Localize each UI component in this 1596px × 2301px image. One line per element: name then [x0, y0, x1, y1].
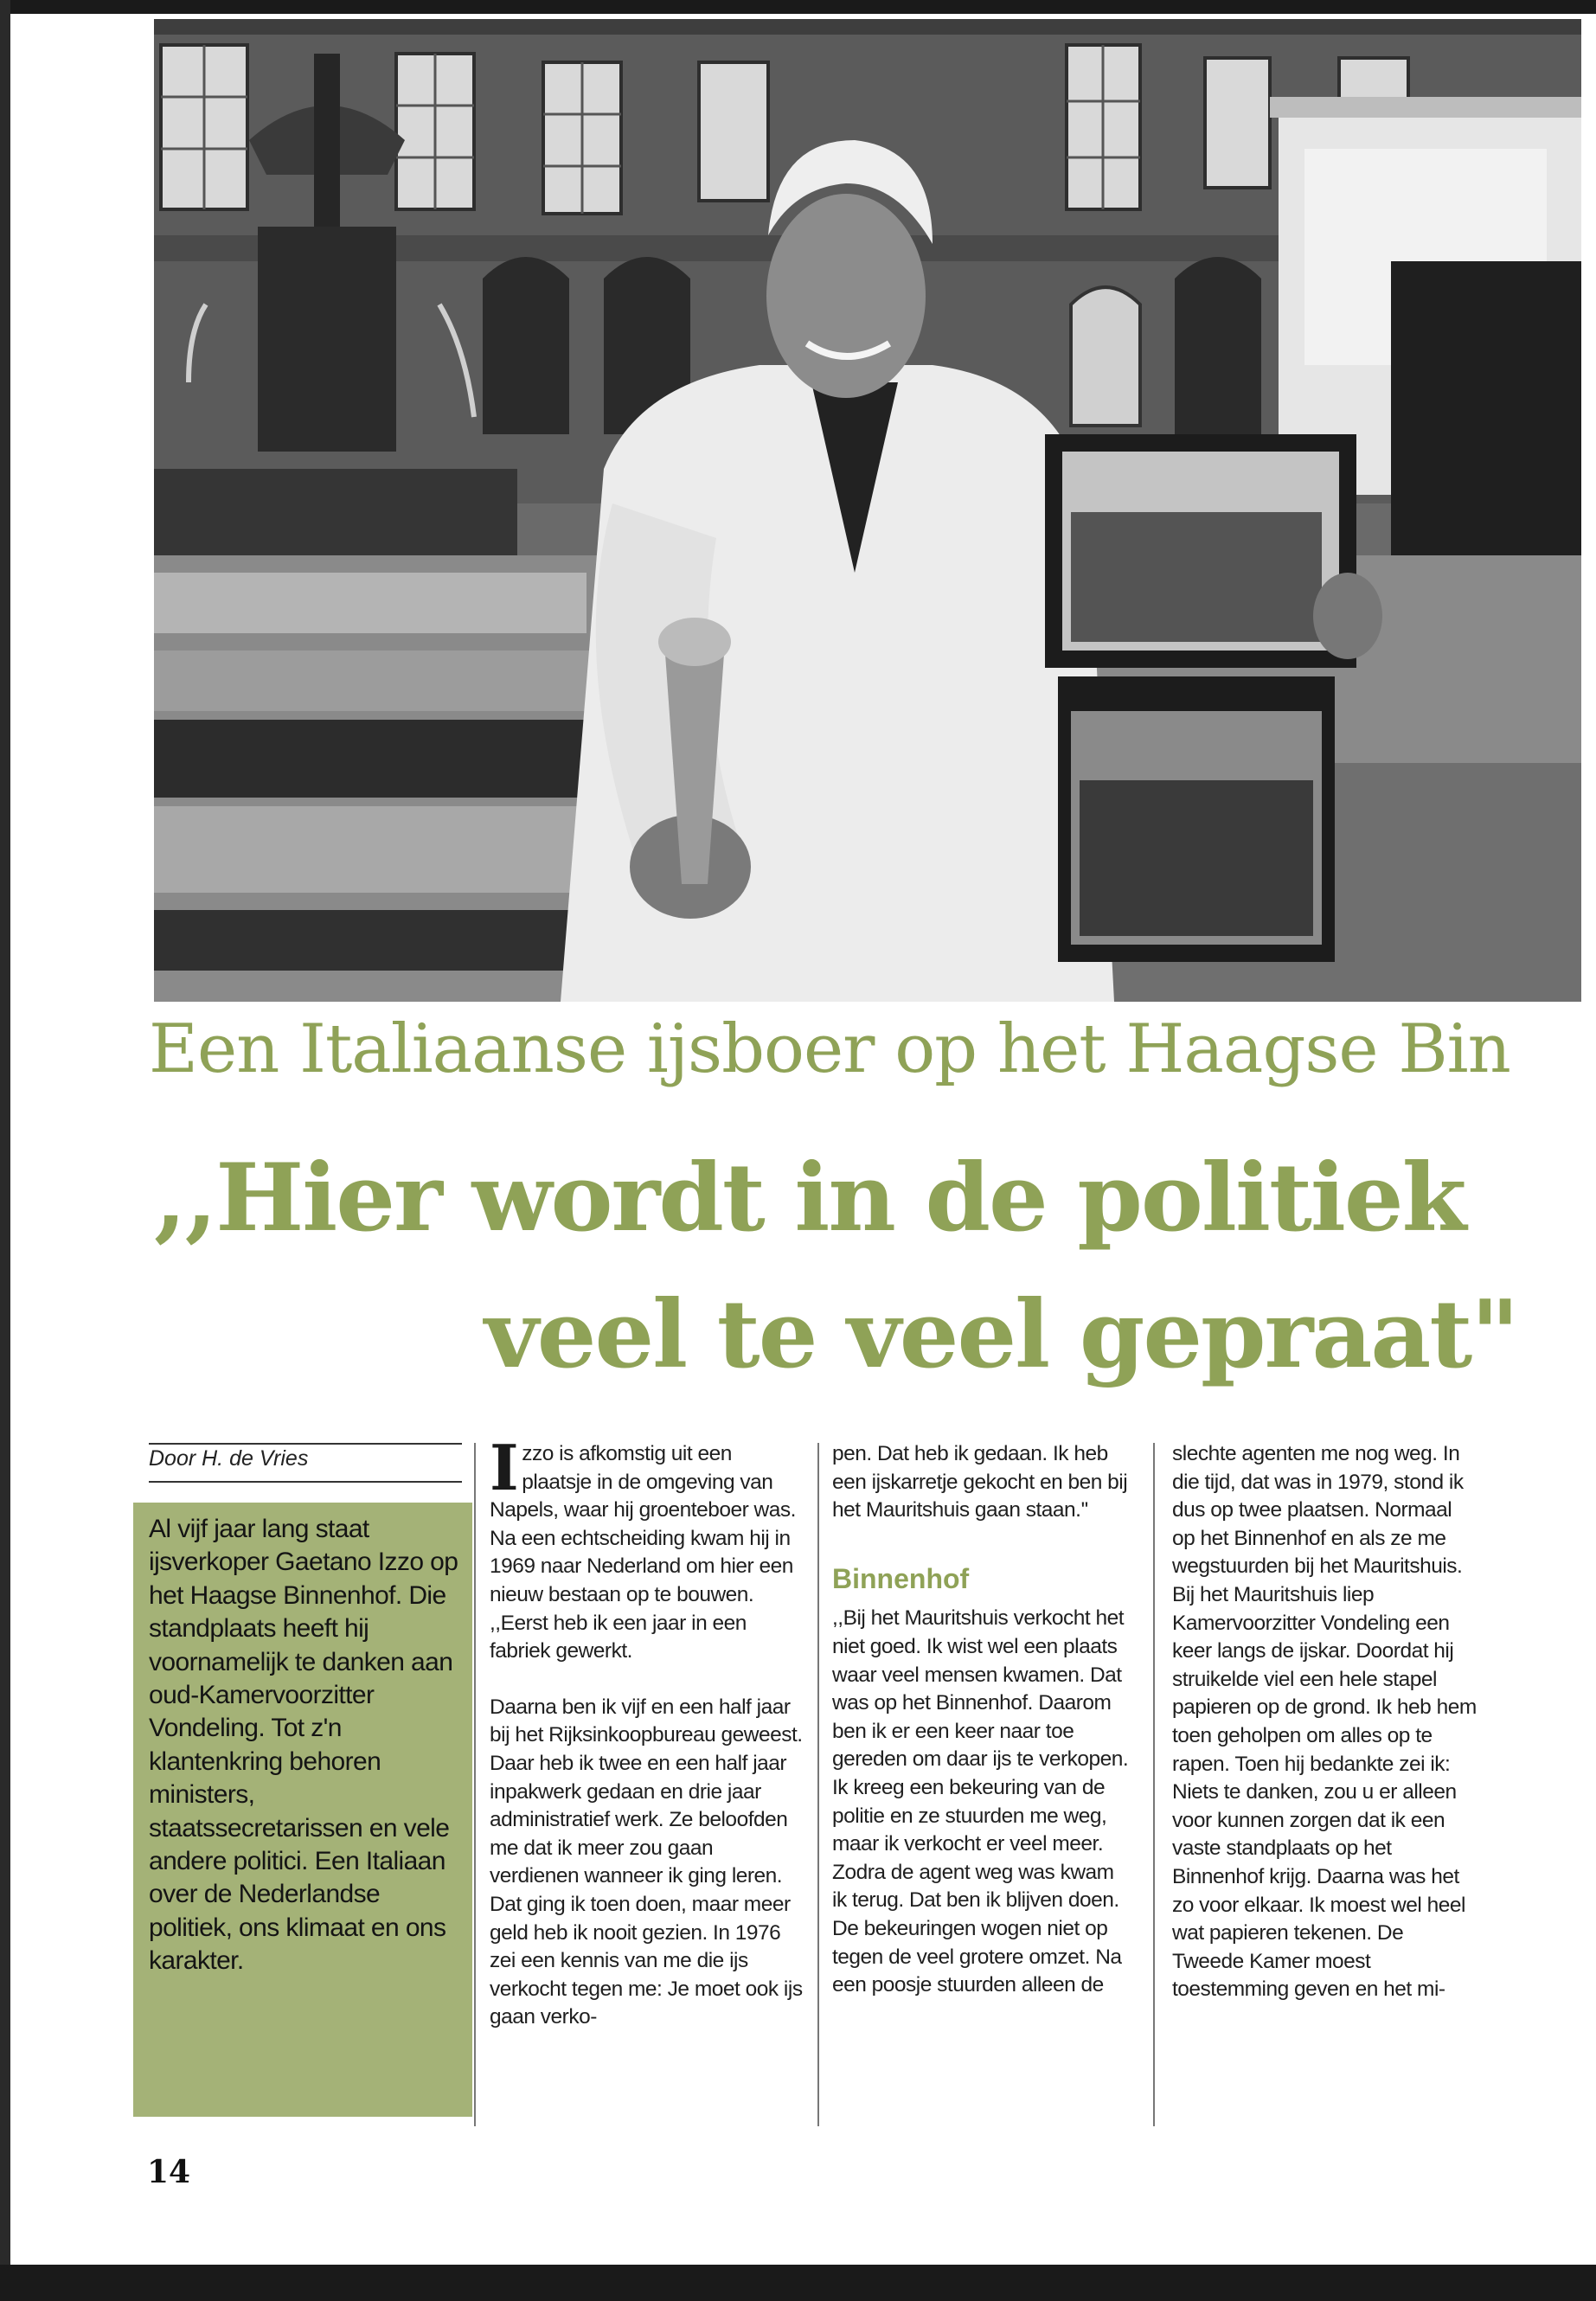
headline-line-1: ,,Hier wordt in de politiek [154, 1144, 1465, 1253]
page-number: 14 [147, 2154, 191, 2190]
paragraph: Daarna ben ik vijf en een half jaar bij het Rijksinkoopbureau geweest. Daar heb ik twee en een half jaar inpakwerk gedaan en drie jaar administratief werk. Ze beloofden me dat ik meer zou gaan verdienen wanneer ik ging leren. Dat ging ik toen doen, maar meer geld heb ik nooit gezien. In 1976 zei een kennis van me die ijs verkocht tegen me: Je moet ook ijs gaan verko- [490, 1695, 803, 2029]
column-rule-3 [1153, 1443, 1155, 2126]
paragraph: pen. Dat heb ik gedaan. Ik heb een ijskarretje gekocht en ben bij het Mauritshuis gaan staan.'' [832, 1442, 1128, 1522]
paragraph [490, 1431, 803, 1666]
article-photo [154, 19, 1581, 1002]
text-column-3 [1172, 1440, 1477, 2004]
article-kicker: Een Italiaanse ijsboer op het Haagse Bin [149, 1010, 1510, 1088]
intro-box [133, 1503, 472, 2117]
paragraph: slechte agenten me nog weg. In die tijd, dat was in 1979, stond ik dus op twee plaatsen. Normaal op het Binnenhof en als ze me wegstuurden bij het Mauritshuis. Bij het Mauritshuis liep Kamervoorzitter Vondeling een keer langs de ijskar. Doordat hij struikelde viel een hele stapel papieren op de grond. Ik heb hem toen geholpen om alles op te rapen. Toen hij bedankte zei ik: Niets te danken, zou u er alleen voor kunnen zorgen dat ik een vaste standplaats op het Binnenhof krijg. Daarna was het zo voor elkaar. Ik moest wel heel wat papieren tekenen. De Tweede Kamer moest toestemming geven en het mi- [1172, 1442, 1477, 2002]
text-column-2 [832, 1440, 1131, 2000]
scan-border-top [0, 0, 1596, 14]
column-rule-1 [474, 1443, 476, 2126]
column-rule-2 [817, 1443, 819, 2126]
byline: Door H. de Vries [149, 1446, 309, 1471]
drop-cap: I [490, 1431, 519, 1504]
intro-text: Al vijf jaar lang staat ijsverkoper Gaetano Izzo op het Haagse Binnenhof. Die standplaats heeft hij voornamelijk te danken aan oud-Kamervoorzitter Vondeling. Tot z'n klantenkring behoren ministers, staatssecretarissen en vele andere politici. Een Italiaan over de Nederlandse politiek, ons klimaat en ons karakter. [149, 1515, 458, 1976]
scan-border-left [0, 0, 10, 2301]
text-column-1 [490, 1431, 803, 2032]
headline-line-2: veel te veel gepraat" [484, 1280, 1518, 1389]
scan-border-bottom [0, 2265, 1596, 2301]
byline-rule-top [149, 1443, 462, 1445]
byline-rule-bottom [149, 1481, 462, 1483]
paragraph: ,,Bij het Mauritshuis verkocht het niet goed. Ik wist wel een plaats waar veel mensen kwamen. Dat was op het Binnenhof. Daarom ben ik er een keer naar toe gereden om daar ijs te verkopen. Ik kreeg een bekeuring van de politie en ze stuurden me weg, maar ik verkocht er veel meer. Zodra de agent weg was kwam ik terug. Dat ben ik blijven doen. De bekeuringen wogen niet op tegen de veel grotere omzet. Na een poosje stuurden alleen de [832, 1606, 1129, 1997]
subheading: Binnenhof [832, 1562, 970, 1594]
paragraph-text: zzo is afkomstig uit een plaatsje in de omgeving van Napels, waar hij groenteboer was. Na een echtscheiding kwam hij in 1969 naar Nederland om hier een nieuw bestaan op te bouwen. ,,Eerst heb ik een jaar in een fabriek gewerkt. [490, 1442, 796, 1663]
